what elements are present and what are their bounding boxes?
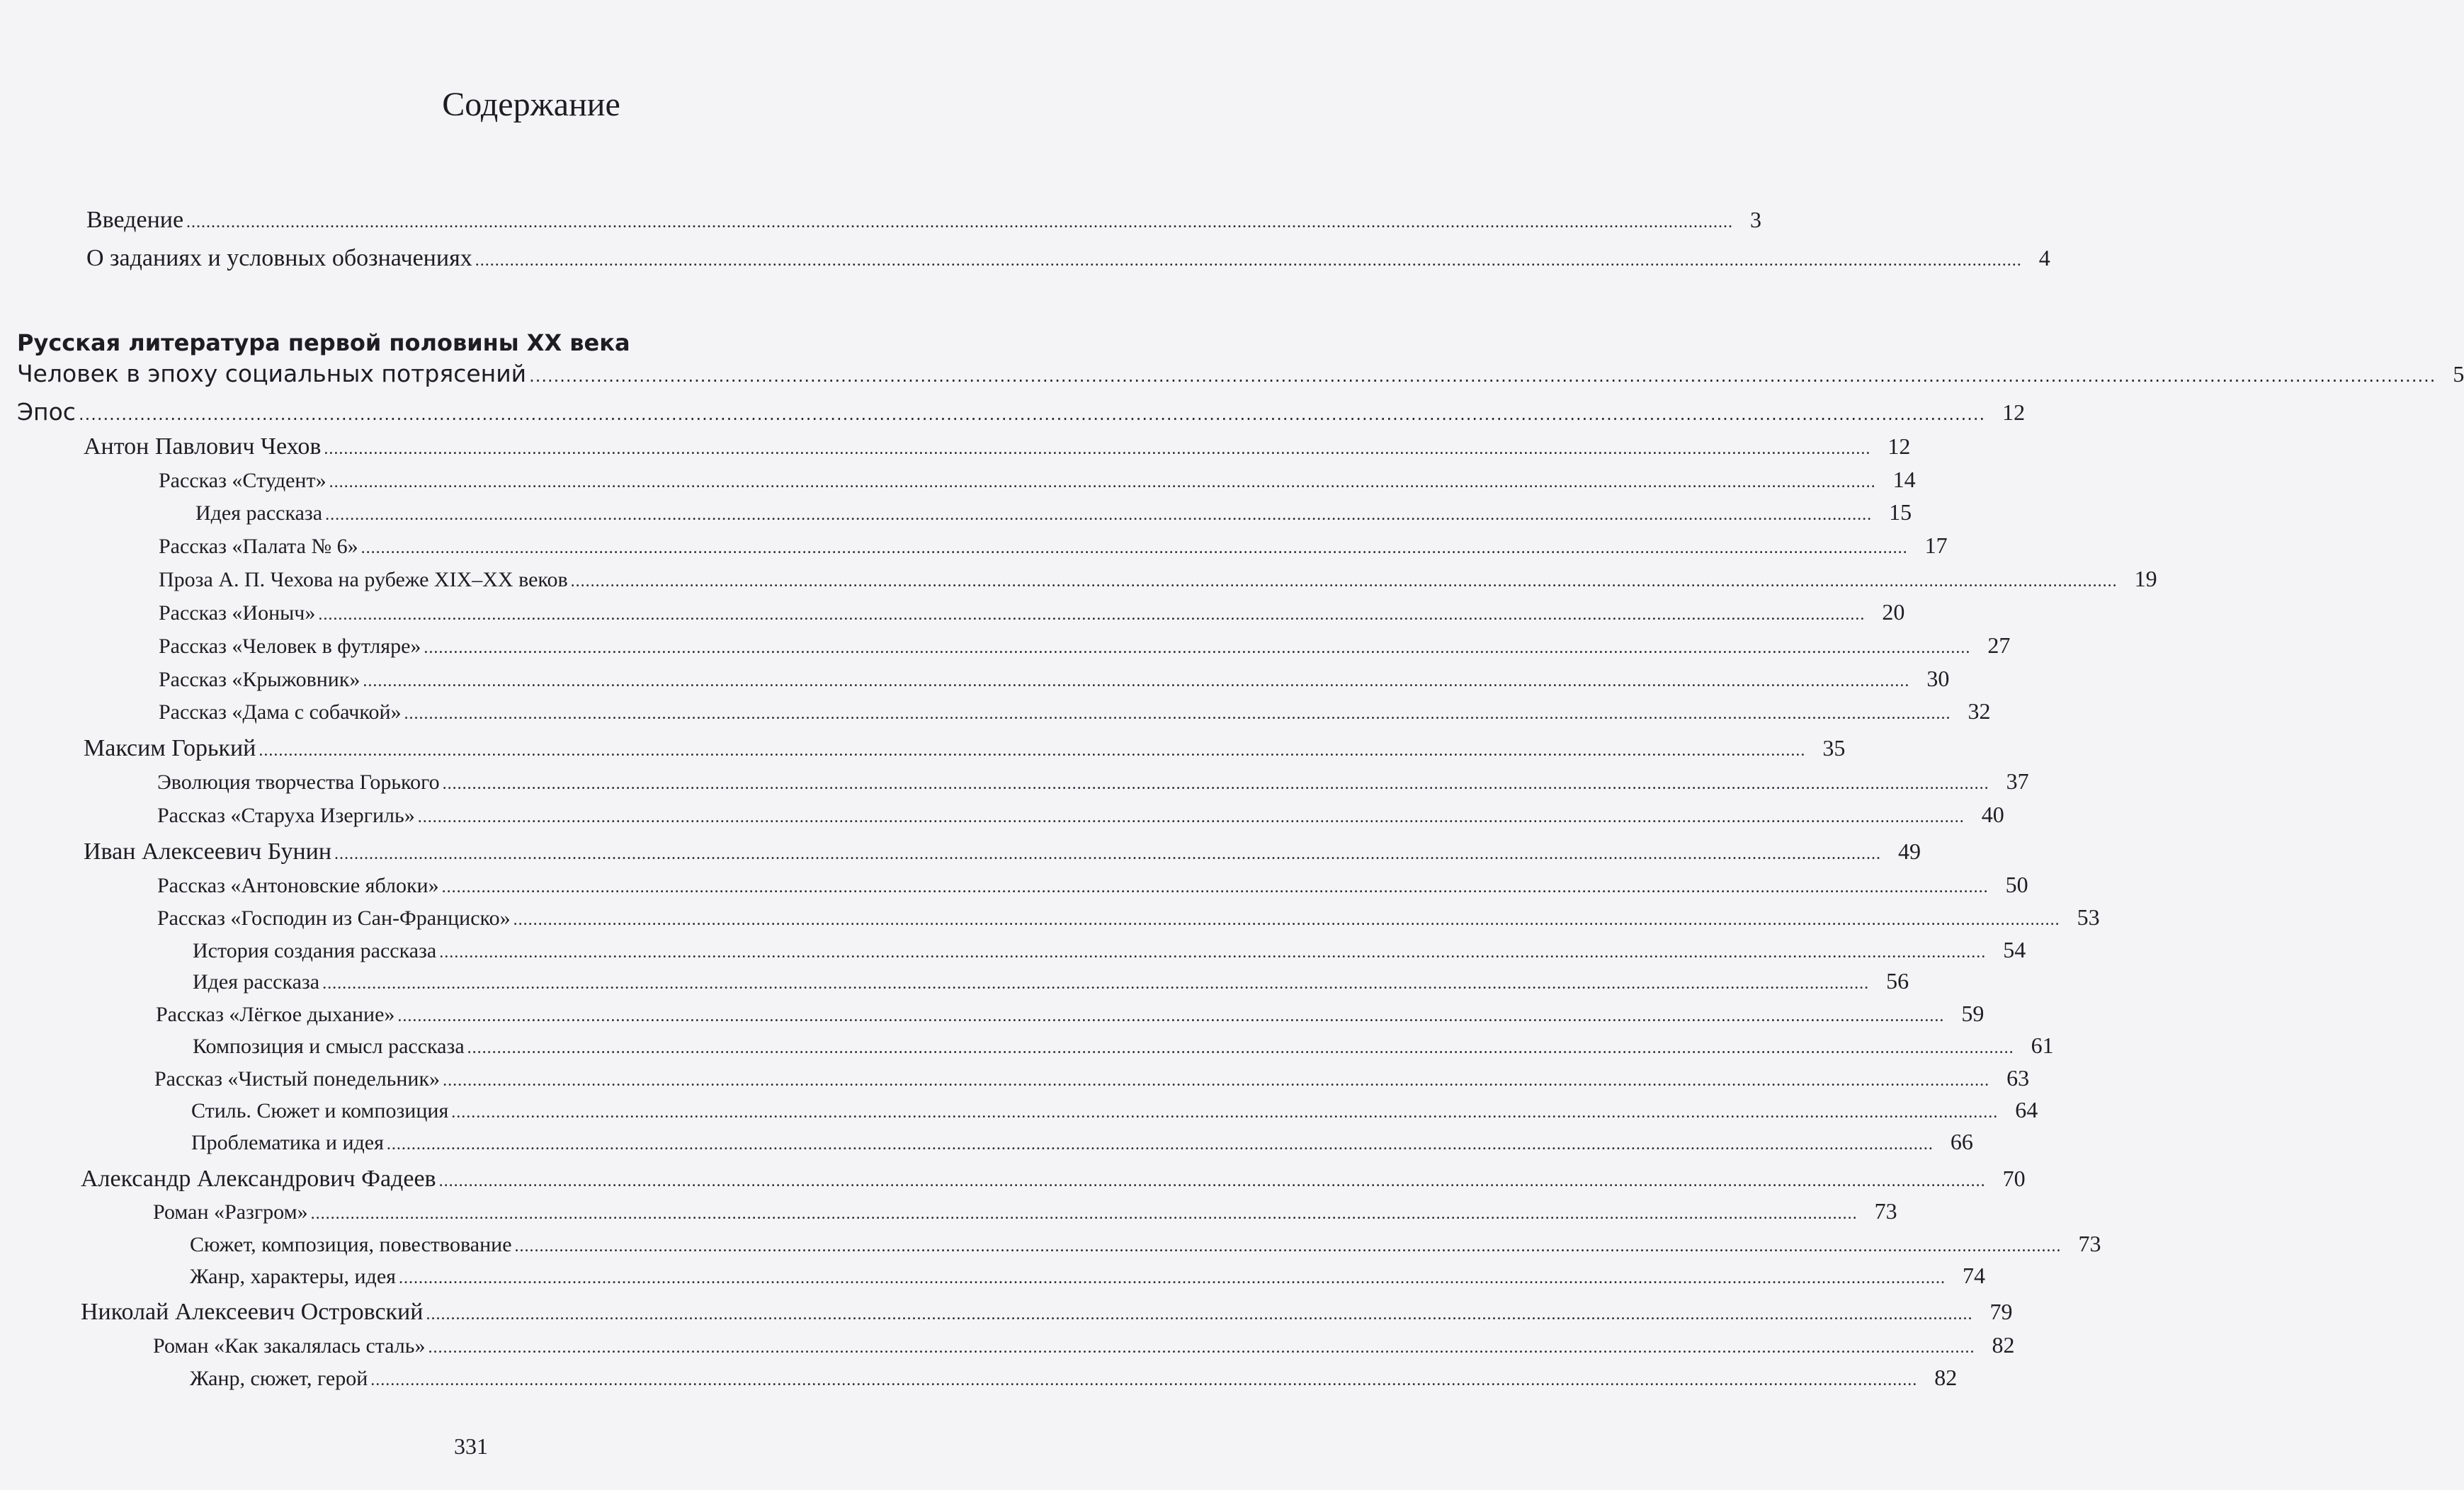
toc-entry bbox=[159, 698, 1991, 731]
toc-entry bbox=[84, 735, 1846, 768]
toc-entry bbox=[157, 872, 2028, 904]
toc-leader-dots: ........................................................................................................................................................................................................................................................................................................................ bbox=[259, 741, 1806, 760]
toc-entry bbox=[17, 360, 2464, 392]
toc-entry bbox=[153, 1198, 1897, 1231]
toc-entry bbox=[190, 1365, 1958, 1397]
toc-entry-page: 4 bbox=[2038, 245, 2050, 271]
toc-entry-page: 56 bbox=[1886, 968, 1909, 994]
toc-entry-label: О заданиях и условных обозначениях bbox=[86, 245, 472, 271]
toc-entry bbox=[193, 1033, 2054, 1065]
toc-entry-page: 12 bbox=[1887, 433, 1911, 459]
toc-entry bbox=[190, 1231, 2101, 1263]
toc-entry-label: Роман «Разгром» bbox=[153, 1200, 308, 1224]
toc-entry-label: Введение bbox=[86, 207, 184, 233]
toc-entry-label: Роман «Как закалялась сталь» bbox=[153, 1334, 426, 1358]
toc-entry bbox=[86, 245, 2050, 278]
toc-entry bbox=[159, 632, 2011, 665]
toc-entry-label: Рассказ «Человек в футляре» bbox=[159, 635, 421, 658]
toc-entry-label: Рассказ «Палата № 6» bbox=[159, 535, 358, 558]
toc-leader-dots: ........................................................................................................................................................................................................................................................................................................................ bbox=[334, 845, 1882, 863]
toc-entry-page: 50 bbox=[2005, 872, 2028, 897]
toc-entry-label: Стиль. Сюжет и композиция bbox=[191, 1099, 449, 1122]
toc-entry-page: 17 bbox=[1924, 533, 1948, 558]
toc-entry-page: 49 bbox=[1898, 838, 1921, 864]
toc-leader-dots: ........................................................................................................................................................................................................................................................................................................................ bbox=[443, 1071, 1990, 1090]
toc-leader-dots: ........................................................................................................................................................................................................................................................................................................................ bbox=[78, 404, 1986, 424]
section-heading: Русская литература первой половины XX века bbox=[17, 329, 630, 356]
toc-leader-dots: ........................................................................................................................................................................................................................................................................................................................ bbox=[324, 440, 1871, 458]
toc-entry-label: Эпос bbox=[17, 398, 76, 426]
toc-leader-dots: ........................................................................................................................................................................................................................................................................................................................ bbox=[360, 539, 1908, 557]
toc-entry-label: Композиция и смысл рассказа bbox=[193, 1035, 465, 1058]
toc-leader-dots: ........................................................................................................................................................................................................................................................................................................................ bbox=[475, 251, 2022, 270]
toc-entry-page: 79 bbox=[1989, 1299, 2013, 1324]
toc-entry bbox=[159, 533, 1948, 565]
toc-leader-dots: ........................................................................................................................................................................................................................................................................................................................ bbox=[370, 1371, 1918, 1389]
toc-entry bbox=[159, 467, 1916, 499]
toc-leader-dots: ........................................................................................................................................................................................................................................................................................................................ bbox=[514, 1237, 2062, 1256]
toc-entry-label: Человек в эпоху социальных потрясений bbox=[17, 360, 527, 387]
toc-entry bbox=[159, 666, 1950, 698]
toc-entry-page: 70 bbox=[2002, 1166, 2026, 1191]
toc-leader-dots: ........................................................................................................................................................................................................................................................................................................................ bbox=[186, 213, 1734, 232]
toc-entry-page: 3 bbox=[1750, 207, 1762, 232]
toc-leader-dots: ........................................................................................................................................................................................................................................................................................................................ bbox=[438, 1172, 1986, 1190]
toc-entry-label: Александр Александрович Фадеев bbox=[81, 1166, 436, 1192]
toc-leader-dots: ........................................................................................................................................................................................................................................................................................................................ bbox=[329, 473, 1876, 491]
toc-entry-page: 66 bbox=[1950, 1129, 1973, 1154]
toc-entry bbox=[191, 1129, 1973, 1161]
toc-entry-page: 82 bbox=[1934, 1365, 1958, 1390]
toc-leader-dots: ........................................................................................................................................................................................................................................................................................................................ bbox=[426, 1305, 1973, 1324]
toc-entry bbox=[81, 1299, 2013, 1331]
toc-entry-page: 12 bbox=[2002, 399, 2026, 425]
toc-entry-page: 73 bbox=[2078, 1231, 2101, 1256]
toc-entry-label: История создания рассказа bbox=[193, 939, 437, 962]
toc-entry bbox=[193, 968, 1909, 1001]
toc-entry-label: Рассказ «Чистый понедельник» bbox=[154, 1067, 441, 1091]
toc-entry-page: 53 bbox=[2077, 904, 2100, 930]
toc-leader-dots: ........................................................................................................................................................................................................................................................................................................................ bbox=[322, 974, 1870, 993]
toc-leader-dots: ........................................................................................................................................................................................................................................................................................................................ bbox=[386, 1135, 1934, 1154]
toc-entry-page: 63 bbox=[2006, 1065, 2030, 1091]
toc-entry-label: Антон Павлович Чехов bbox=[84, 433, 322, 460]
toc-entry-page: 64 bbox=[2015, 1097, 2038, 1122]
toc-entry-page: 14 bbox=[1892, 467, 1916, 492]
toc-entry-page: 19 bbox=[2134, 566, 2157, 591]
toc-leader-dots: ........................................................................................................................................................................................................................................................................................................................ bbox=[439, 943, 1987, 962]
toc-entry-label: Рассказ «Студент» bbox=[159, 469, 327, 492]
toc-entry-page: 20 bbox=[1882, 599, 1905, 625]
toc-entry-label: Рассказ «Старуха Изергиль» bbox=[157, 804, 415, 827]
toc-entry-label: Максим Горький bbox=[84, 735, 256, 761]
toc-entry-page: 74 bbox=[1962, 1263, 1985, 1288]
toc-entry bbox=[81, 1166, 2026, 1198]
toc-entry-page: 40 bbox=[1981, 802, 2004, 827]
toc-entry-label: Проблематика и идея bbox=[191, 1131, 384, 1154]
toc-entry-page: 35 bbox=[1822, 735, 1846, 761]
toc-entry-label: Идея рассказа bbox=[195, 501, 323, 525]
toc-entry bbox=[153, 1332, 2015, 1365]
toc-leader-dots: ........................................................................................................................................................................................................................................................................................................................ bbox=[442, 775, 1989, 793]
toc-leader-dots: ........................................................................................................................................................................................................................................................................................................................ bbox=[417, 808, 1965, 826]
toc-leader-dots: ........................................................................................................................................................................................................................................................................................................................ bbox=[398, 1269, 1946, 1287]
toc-entry-page: 32 bbox=[1968, 698, 1991, 724]
toc-entry-page: 5 bbox=[2453, 361, 2464, 387]
toc-leader-dots: ........................................................................................................................................................................................................................................................................................................................ bbox=[428, 1338, 1975, 1357]
page-number: 331 bbox=[454, 1433, 488, 1459]
toc-entry-label: Проза А. П. Чехова на рубеже XIX–XX веков bbox=[159, 568, 568, 591]
toc-entry bbox=[84, 838, 1921, 871]
toc-entry-label: Идея рассказа bbox=[193, 970, 320, 994]
toc-leader-dots: ........................................................................................................................................................................................................................................................................................................................ bbox=[467, 1039, 2014, 1057]
toc-entry bbox=[157, 768, 2029, 801]
toc-entry bbox=[17, 398, 2026, 431]
toc-entry-label: Николай Алексеевич Островский bbox=[81, 1299, 424, 1325]
toc-entry bbox=[154, 1065, 2030, 1098]
toc-entry bbox=[159, 566, 2157, 598]
toc-entry-page: 54 bbox=[2003, 937, 2026, 962]
toc-entry bbox=[193, 937, 2026, 969]
toc-entry-page: 30 bbox=[1926, 666, 1950, 691]
toc-entry bbox=[157, 802, 2004, 834]
toc-entry-page: 37 bbox=[2006, 768, 2029, 794]
toc-entry-label: Рассказ «Господин из Сан-Франциско» bbox=[157, 906, 511, 930]
toc-entry bbox=[159, 599, 1905, 632]
toc-leader-dots: ........................................................................................................................................................................................................................................................................................................................ bbox=[318, 605, 1866, 624]
toc-entry-label: Иван Алексеевич Бунин bbox=[84, 838, 332, 865]
toc-entry-label: Сюжет, композиция, повествование bbox=[190, 1233, 512, 1256]
toc-leader-dots: ........................................................................................................................................................................................................................................................................................................................ bbox=[310, 1205, 1858, 1223]
toc-entry bbox=[195, 499, 1912, 532]
toc-entry bbox=[84, 433, 1911, 466]
toc-entry-page: 82 bbox=[1992, 1332, 2015, 1358]
toc-leader-dots: ........................................................................................................................................................................................................................................................................................................................ bbox=[570, 572, 2118, 591]
toc-entry-page: 27 bbox=[1987, 632, 2011, 658]
toc-entry-page: 15 bbox=[1889, 499, 1912, 525]
toc-entry-label: Жанр, характеры, идея bbox=[190, 1265, 396, 1288]
toc-entry-label: Рассказ «Антоновские яблоки» bbox=[157, 874, 439, 897]
toc-entry bbox=[156, 1001, 1985, 1033]
toc-leader-dots: ........................................................................................................................................................................................................................................................................................................................ bbox=[451, 1103, 1999, 1122]
toc-entry-label: Эволюция творчества Горького bbox=[157, 770, 440, 794]
toc-leader-dots: ........................................................................................................................................................................................................................................................................................................................ bbox=[529, 366, 2436, 386]
toc-leader-dots: ........................................................................................................................................................................................................................................................................................................................ bbox=[325, 506, 1873, 524]
toc-leader-dots: ........................................................................................................................................................................................................................................................................................................................ bbox=[397, 1007, 1945, 1025]
toc-entry bbox=[157, 904, 2100, 937]
toc-leader-dots: ........................................................................................................................................................................................................................................................................................................................ bbox=[363, 672, 1910, 690]
toc-entry-label: Рассказ «Ионыч» bbox=[159, 601, 316, 625]
toc-leader-dots: ........................................................................................................................................................................................................................................................................................................................ bbox=[441, 878, 1989, 897]
toc-entry-page: 59 bbox=[1961, 1001, 1985, 1026]
toc-leader-dots: ........................................................................................................................................................................................................................................................................................................................ bbox=[513, 911, 2060, 929]
toc-entry-label: Рассказ «Крыжовник» bbox=[159, 668, 360, 691]
toc-entry-label: Рассказ «Дама с собачкой» bbox=[159, 700, 402, 724]
toc-entry-label: Рассказ «Лёгкое дыхание» bbox=[156, 1003, 395, 1026]
toc-entry-page: 61 bbox=[2031, 1033, 2054, 1058]
toc-entry-label: Жанр, сюжет, герой bbox=[190, 1367, 368, 1390]
page-title: Содержание bbox=[442, 86, 620, 123]
toc-entry bbox=[86, 207, 1762, 239]
toc-leader-dots: ........................................................................................................................................................................................................................................................................................................................ bbox=[424, 639, 1971, 657]
toc-leader-dots: ........................................................................................................................................................................................................................................................................................................................ bbox=[404, 705, 1951, 723]
toc-entry bbox=[191, 1097, 2038, 1130]
toc-entry bbox=[190, 1263, 1985, 1295]
toc-entry-page: 73 bbox=[1874, 1198, 1897, 1224]
